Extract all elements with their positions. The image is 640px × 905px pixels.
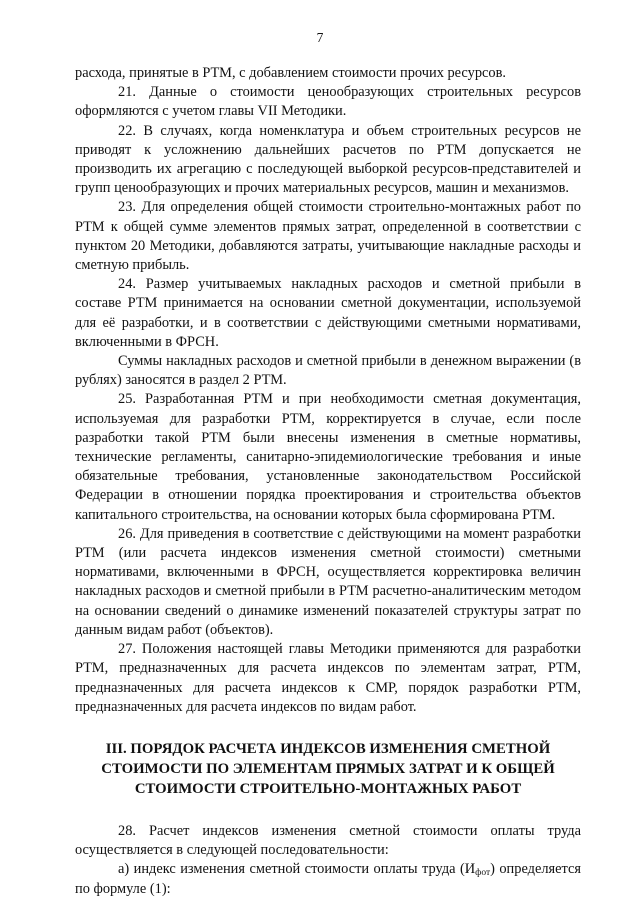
paragraph-23: 23. Для определения общей стоимости строительно-монтажных работ по РТМ к общей сумме элементов прямых затрат, определенной в соответствии с пунктом 20 Методики, добавляются затраты, учитывающие накладные расходы и сметную прибыль.: [75, 199, 581, 274]
paragraph-continuation: расхода, принятые в РТМ, с добавлением стоимости прочих ресурсов.: [75, 65, 506, 81]
paragraph-26: 26. Для приведения в соответствие с действующими на момент разработки РТМ (или расчета индексов изменения сметной стоимости) сметными нормативами, включенными в ФРСН, осуществляется корректировка величин накладных расходов и сметной прибыли в РТМ расчетно-аналитическим методом на основании сведений о динамике изменений показателей структуры затрат по данным видам работ (объектов).: [75, 525, 581, 638]
paragraph-24: 24. Размер учитываемых накладных расходов и сметной прибыли в составе РТМ принимается на основании сметной документации, используемой для её разработки, и в соответствии с действующими сметными нормативами, включенными в ФРСН.: [75, 276, 581, 350]
paragraph-28-a-tail: ) определяется по формуле (1):: [75, 861, 582, 897]
document-body: [75, 64, 581, 899]
paragraph-28: 28. Расчет индексов изменения сметной стоимости оплаты труда осуществляется в следующей последовательности:: [75, 822, 581, 859]
section-heading: III. ПОРЯДОК РАСЧЕТА ИНДЕКСОВ ИЗМЕНЕНИЯ СМЕТНОЙ СТОИМОСТИ ПО ЭЛЕМЕНТАМ ПРЯМЫХ ЗАТРАТ И К ОБЩЕЙ СТОИМОСТИ СТРОИТЕЛЬНО-МОНТАЖНЫХ РАБОТ: [101, 740, 555, 797]
paragraph-28-a-text: а) индекс изменения сметной стоимости оплаты труда (И: [118, 861, 476, 878]
index-subscript: фот: [475, 868, 491, 879]
paragraph-21: 21. Данные о стоимости ценообразующих строительных ресурсов оформляются с учетом главы VII Методики.: [75, 84, 581, 120]
paragraph-27: 27. Положения настоящей главы Методики применяются для разработки РТМ, предназначенных для расчета индексов по элементам затрат, РТМ, предназначенных для расчета индексов к СМР, порядок разработки РТМ, предназначенных для расчета индексов по видам работ.: [75, 641, 581, 715]
paragraph-24-sums: Суммы накладных расходов и сметной прибыли в денежном выражении (в рублях) заносятся в раздел 2 РТМ.: [75, 353, 581, 389]
paragraph-22: 22. В случаях, когда номенклатура и объем строительных ресурсов не приводят к усложнению дальнейших расчетов по РТМ допускается не производить их агрегацию с последующей выборкой ресурсов-представителей и групп ценообразующих и прочих материальных ресурсов, машин и механизмов.: [75, 122, 581, 197]
paragraph-28-a: [75, 860, 581, 898]
page-number: 7: [316, 30, 324, 45]
paragraph-25: 25. Разработанная РТМ и при необходимости сметная документация, используемая для разработки РТМ, корректируется в случае, если после разработки такой РТМ были внесены изменения в сметные нормативы, технические регламенты, санитарно-эпидемиологические требования и иные обязательные требования, установленные законодательством Российской Федерации в отношении порядка проектирования и строительства объектов капитального строительства, на основании которых была сформирована РТМ.: [75, 391, 581, 523]
